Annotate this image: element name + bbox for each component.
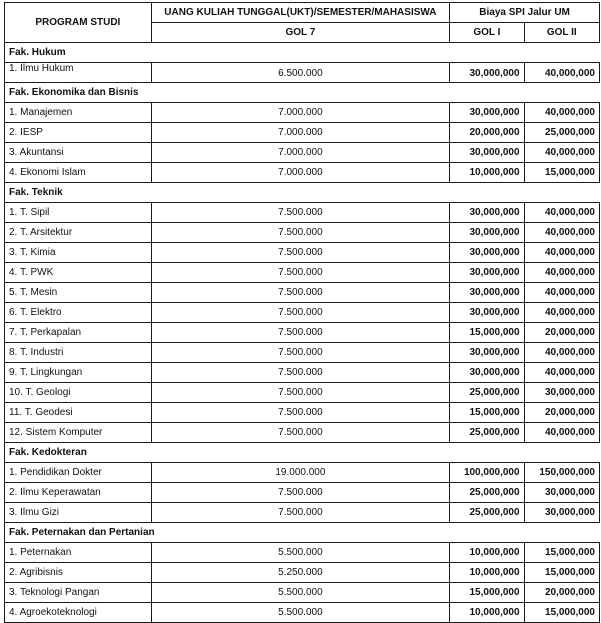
program-name: 1. Manajemen [5, 103, 152, 123]
spi-gol2-value: 15,000,000 [524, 543, 599, 563]
spi-gol1-value: 15,000,000 [450, 403, 524, 423]
spi-gol2-value: 40,000,000 [524, 423, 599, 443]
program-row [5, 363, 600, 383]
faculty-name: Fak. Peternakan dan Pertanian [5, 523, 600, 543]
spi-gol2-value: 30,000,000 [524, 383, 599, 403]
header-spi-gol1: GOL I [450, 23, 524, 43]
program-row [5, 603, 600, 623]
spi-gol1-value: 25,000,000 [450, 483, 524, 503]
spi-gol1-value: 30,000,000 [450, 343, 524, 363]
spi-gol1-value: 25,000,000 [450, 503, 524, 523]
program-name: 6. T. Elektro [5, 303, 152, 323]
spi-gol1-value: 30,000,000 [450, 63, 524, 83]
spi-gol2-value: 40,000,000 [524, 223, 599, 243]
faculty-name: Fak. Ekonomika dan Bisnis [5, 83, 600, 103]
spi-gol2-value: 40,000,000 [524, 203, 599, 223]
spi-gol1-value: 15,000,000 [450, 583, 524, 603]
spi-gol2-value: 150,000,000 [524, 463, 599, 483]
ukt-value: 7.000.000 [151, 103, 450, 123]
header-spi-title: Biaya SPI Jalur UM [450, 3, 600, 23]
program-row [5, 463, 600, 483]
spi-gol1-value: 25,000,000 [450, 423, 524, 443]
program-name: 2. T. Arsitektur [5, 223, 152, 243]
ukt-value: 5.250.000 [151, 563, 450, 583]
program-name: 2. Ilmu Keperawatan [5, 483, 152, 503]
program-name: 1. Ilmu Hukum [5, 63, 152, 83]
program-name: 2. Agribisnis [5, 563, 152, 583]
spi-gol2-value: 30,000,000 [524, 503, 599, 523]
program-name: 7. T. Perkapalan [5, 323, 152, 343]
spi-gol2-value: 40,000,000 [524, 263, 599, 283]
program-row [5, 163, 600, 183]
ukt-value: 7.500.000 [151, 503, 450, 523]
spi-gol1-value: 15,000,000 [450, 323, 524, 343]
table-body [5, 43, 600, 623]
program-name: 5. T. Mesin [5, 283, 152, 303]
program-name: 9. T. Lingkungan [5, 363, 152, 383]
spi-gol1-value: 30,000,000 [450, 143, 524, 163]
program-row [5, 223, 600, 243]
program-row [5, 243, 600, 263]
program-row [5, 103, 600, 123]
program-name: 1. Peternakan [5, 543, 152, 563]
spi-gol2-value: 40,000,000 [524, 343, 599, 363]
spi-gol1-value: 10,000,000 [450, 163, 524, 183]
faculty-row [5, 523, 600, 543]
spi-gol2-value: 20,000,000 [524, 403, 599, 423]
faculty-row [5, 183, 600, 203]
spi-gol1-value: 10,000,000 [450, 563, 524, 583]
spi-gol1-value: 25,000,000 [450, 383, 524, 403]
spi-gol1-value: 20,000,000 [450, 123, 524, 143]
spi-gol2-value: 40,000,000 [524, 243, 599, 263]
spi-gol1-value: 10,000,000 [450, 603, 524, 623]
program-name: 10. T. Geologi [5, 383, 152, 403]
program-row [5, 563, 600, 583]
ukt-value: 6.500.000 [151, 63, 450, 83]
program-row [5, 283, 600, 303]
spi-gol1-value: 30,000,000 [450, 223, 524, 243]
program-name: 3. Teknologi Pangan [5, 583, 152, 603]
spi-gol2-value: 15,000,000 [524, 163, 599, 183]
program-row [5, 143, 600, 163]
program-name: 8. T. Industri [5, 343, 152, 363]
faculty-row [5, 43, 600, 63]
spi-gol1-value: 30,000,000 [450, 363, 524, 383]
program-row [5, 263, 600, 283]
program-row [5, 483, 600, 503]
program-row [5, 503, 600, 523]
ukt-value: 7.000.000 [151, 123, 450, 143]
ukt-value: 7.500.000 [151, 323, 450, 343]
table-header [5, 3, 600, 43]
faculty-row [5, 83, 600, 103]
ukt-value: 7.500.000 [151, 483, 450, 503]
ukt-value: 7.500.000 [151, 263, 450, 283]
spi-gol2-value: 20,000,000 [524, 323, 599, 343]
spi-gol2-value: 20,000,000 [524, 583, 599, 603]
ukt-value: 7.500.000 [151, 423, 450, 443]
spi-gol1-value: 30,000,000 [450, 263, 524, 283]
program-name: 11. T. Geodesi [5, 403, 152, 423]
ukt-value: 5.500.000 [151, 543, 450, 563]
spi-gol2-value: 40,000,000 [524, 63, 599, 83]
faculty-name: Fak. Hukum [5, 43, 600, 63]
spi-gol2-value: 30,000,000 [524, 483, 599, 503]
program-name: 4. Agroekoteknologi [5, 603, 152, 623]
program-row [5, 543, 600, 563]
program-name: 4. Ekonomi Islam [5, 163, 152, 183]
program-name: 1. T. Sipil [5, 203, 152, 223]
program-row [5, 203, 600, 223]
program-row [5, 303, 600, 323]
spi-gol2-value: 40,000,000 [524, 303, 599, 323]
program-name: 12. Sistem Komputer [5, 423, 152, 443]
ukt-value: 5.500.000 [151, 583, 450, 603]
program-name: 3. Ilmu Gizi [5, 503, 152, 523]
faculty-row [5, 443, 600, 463]
spi-gol2-value: 40,000,000 [524, 143, 599, 163]
faculty-name: Fak. Teknik [5, 183, 600, 203]
spi-gol1-value: 10,000,000 [450, 543, 524, 563]
ukt-value: 7.500.000 [151, 203, 450, 223]
spi-gol2-value: 25,000,000 [524, 123, 599, 143]
header-ukt-title: UANG KULIAH TUNGGAL(UKT)/SEMESTER/MAHASISWA [151, 3, 450, 23]
spi-gol2-value: 40,000,000 [524, 363, 599, 383]
spi-gol2-value: 15,000,000 [524, 563, 599, 583]
spi-gol1-value: 30,000,000 [450, 283, 524, 303]
ukt-value: 7.500.000 [151, 223, 450, 243]
header-spi-gol2: GOL II [524, 23, 599, 43]
spi-gol2-value: 15,000,000 [524, 603, 599, 623]
program-row [5, 403, 600, 423]
fee-table [4, 2, 600, 623]
ukt-value: 7.500.000 [151, 403, 450, 423]
spi-gol2-value: 40,000,000 [524, 103, 599, 123]
ukt-value: 7.500.000 [151, 243, 450, 263]
program-row [5, 583, 600, 603]
ukt-value: 7.500.000 [151, 283, 450, 303]
spi-gol1-value: 100,000,000 [450, 463, 524, 483]
program-row [5, 423, 600, 443]
spi-gol1-value: 30,000,000 [450, 103, 524, 123]
program-row [5, 63, 600, 83]
ukt-value: 7.500.000 [151, 363, 450, 383]
ukt-value: 7.500.000 [151, 343, 450, 363]
program-name: 3. Akuntansi [5, 143, 152, 163]
program-row [5, 383, 600, 403]
ukt-value: 5.500.000 [151, 603, 450, 623]
program-name: 3. T. Kimia [5, 243, 152, 263]
ukt-value: 7.000.000 [151, 143, 450, 163]
header-ukt-gol7: GOL 7 [151, 23, 450, 43]
program-name: 2. IESP [5, 123, 152, 143]
program-row [5, 343, 600, 363]
spi-gol1-value: 30,000,000 [450, 243, 524, 263]
ukt-value: 7.500.000 [151, 303, 450, 323]
ukt-value: 7.500.000 [151, 383, 450, 403]
program-row [5, 123, 600, 143]
spi-gol2-value: 40,000,000 [524, 283, 599, 303]
ukt-value: 7.000.000 [151, 163, 450, 183]
header-program-studi: PROGRAM STUDI [5, 3, 152, 43]
ukt-value: 19.000.000 [151, 463, 450, 483]
program-name: 4. T. PWK [5, 263, 152, 283]
spi-gol1-value: 30,000,000 [450, 303, 524, 323]
program-name: 1. Pendidikan Dokter [5, 463, 152, 483]
spi-gol1-value: 30,000,000 [450, 203, 524, 223]
program-row [5, 323, 600, 343]
faculty-name: Fak. Kedokteran [5, 443, 600, 463]
